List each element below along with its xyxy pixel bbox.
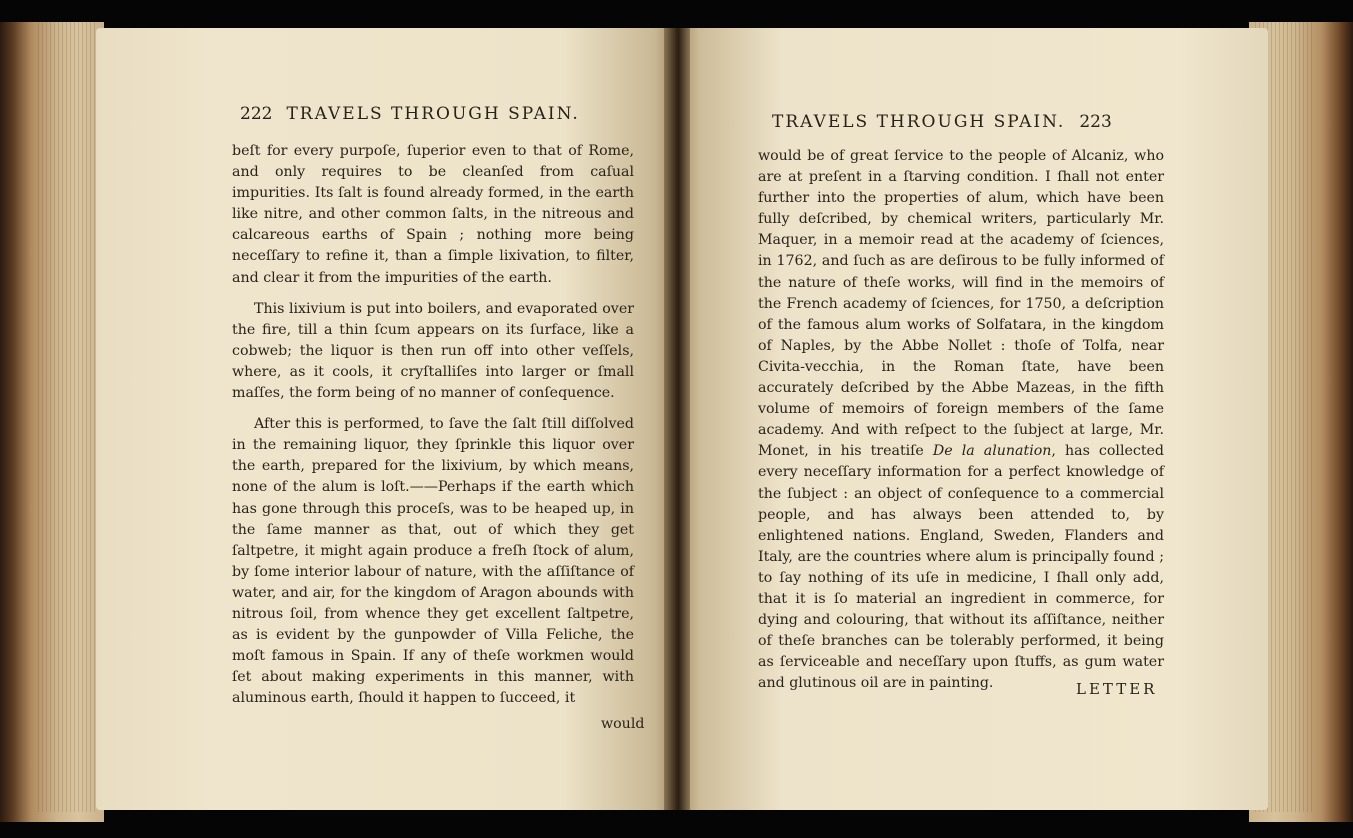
- left-paragraph-3: After this is performed, to ſave the ſalt ſtill diſſolved in the remaining liquor, they ſprinkle this liquor over the earth, prepared for the lixivium, by which means, none of the alum is loſt.——Perhaps if the earth which has gone through this proceſs, was to be heaped up, in the ſame manner as that, out of which they get ſaltpetre, it might again produce a freſh ſtock of alum, by ſome interior labour of nature, with the aſſiſtance of water, and air, for the kingdom of Aragon abounds with nitrous ſoil, from whence they get excellent ſaltpetre, as is evident by the gunpowder of Villa Feliche, the moſt famous in Spain. If any of theſe workmen would ſet about making experiments in this manner, with aluminous earth, ſhould it happen to ſucceed, it: [232, 416, 634, 707]
- left-page-edges: [38, 22, 98, 812]
- right-page-number: 223: [1079, 112, 1112, 132]
- right-paragraph-1: [758, 146, 1164, 694]
- book-gutter: [664, 28, 690, 810]
- left-catchword: would: [601, 716, 645, 732]
- left-body-text: [232, 141, 634, 709]
- left-paragraph-1: beſt for every purpoſe, ſuperior even to that of Rome, and only requires to be cleanſed from caſual impurities. Its ſalt is found already formed, in the earth like nitre, and other common ſalts, in the nitreous and calcareous earths of Spain ; nothing more being neceſſary to refine it, than a ſimple lixivation, to filter, and clear it from the impurities of the earth.: [232, 143, 634, 286]
- left-running-title: TRAVELS THROUGH SPAIN.: [286, 104, 580, 124]
- left-paragraph-2: This lixivium is put into boilers, and evaporated over the fire, till a thin ſcum appears on its ſurface, like a cobweb; the liquor is then run off into other veſſels, where, as it cools, it cryſtalliſes into larger or ſmall maſſes, the form being of no manner of conſequence.: [232, 300, 634, 402]
- left-running-head: [226, 104, 580, 124]
- right-catchword: LETTER: [1076, 680, 1158, 698]
- right-text-part-2: , has collected every neceſſary information for a perfect knowledge of the ſubject : an object of conſequence to a commercial people, and has always been attended to, by enlightened nations. England, Sweden, Flanders and Italy, are the countries where alum is principally found ; to ſay nothing of its uſe in medicine, I ſhall only add, that it is ſo material an ingredient in commerce, for dying and colouring, that without its aſſiſtance, neither of theſe branches can be tolerably performed, it being as ſerviceable and neceſſary upon ſtuffs, as gum water and glutinous oil are in painting.: [758, 443, 1164, 692]
- right-text-part-1: would be of great ſervice to the people of Alcaniz, who are at preſent in a ſtarving condition. I ſhall not enter further into the properties of alum, which have been fully deſcribed, by chemical writers, particularly Mr. Maquer, in a memoir read at the academy of ſciences, in 1762, and ſuch as are deſirous to be fully informed of the nature of theſe works, will find in the memoirs of the French academy of ſciences, for 1750, a deſcription of the famous alum works of Solfatara, in the kingdom of Naples, by the Abbe Nollet : thoſe of Tolfa, near Civita-vecchia, in the Roman ſtate, have been accurately deſcribed by the Abbe Mazeas, in the fifth volume of memoirs of foreign members of the ſame academy. And with reſpect to the ſubject at large, Mr. Monet, in his treatiſe: [758, 148, 1164, 460]
- right-body-text: [758, 146, 1164, 694]
- right-running-head: [772, 112, 1126, 132]
- treatise-title: De la alunation: [932, 443, 1052, 460]
- left-page-number: 222: [240, 104, 273, 124]
- right-page: [676, 28, 1268, 810]
- right-running-title: TRAVELS THROUGH SPAIN.: [772, 112, 1066, 132]
- left-page: [96, 28, 678, 810]
